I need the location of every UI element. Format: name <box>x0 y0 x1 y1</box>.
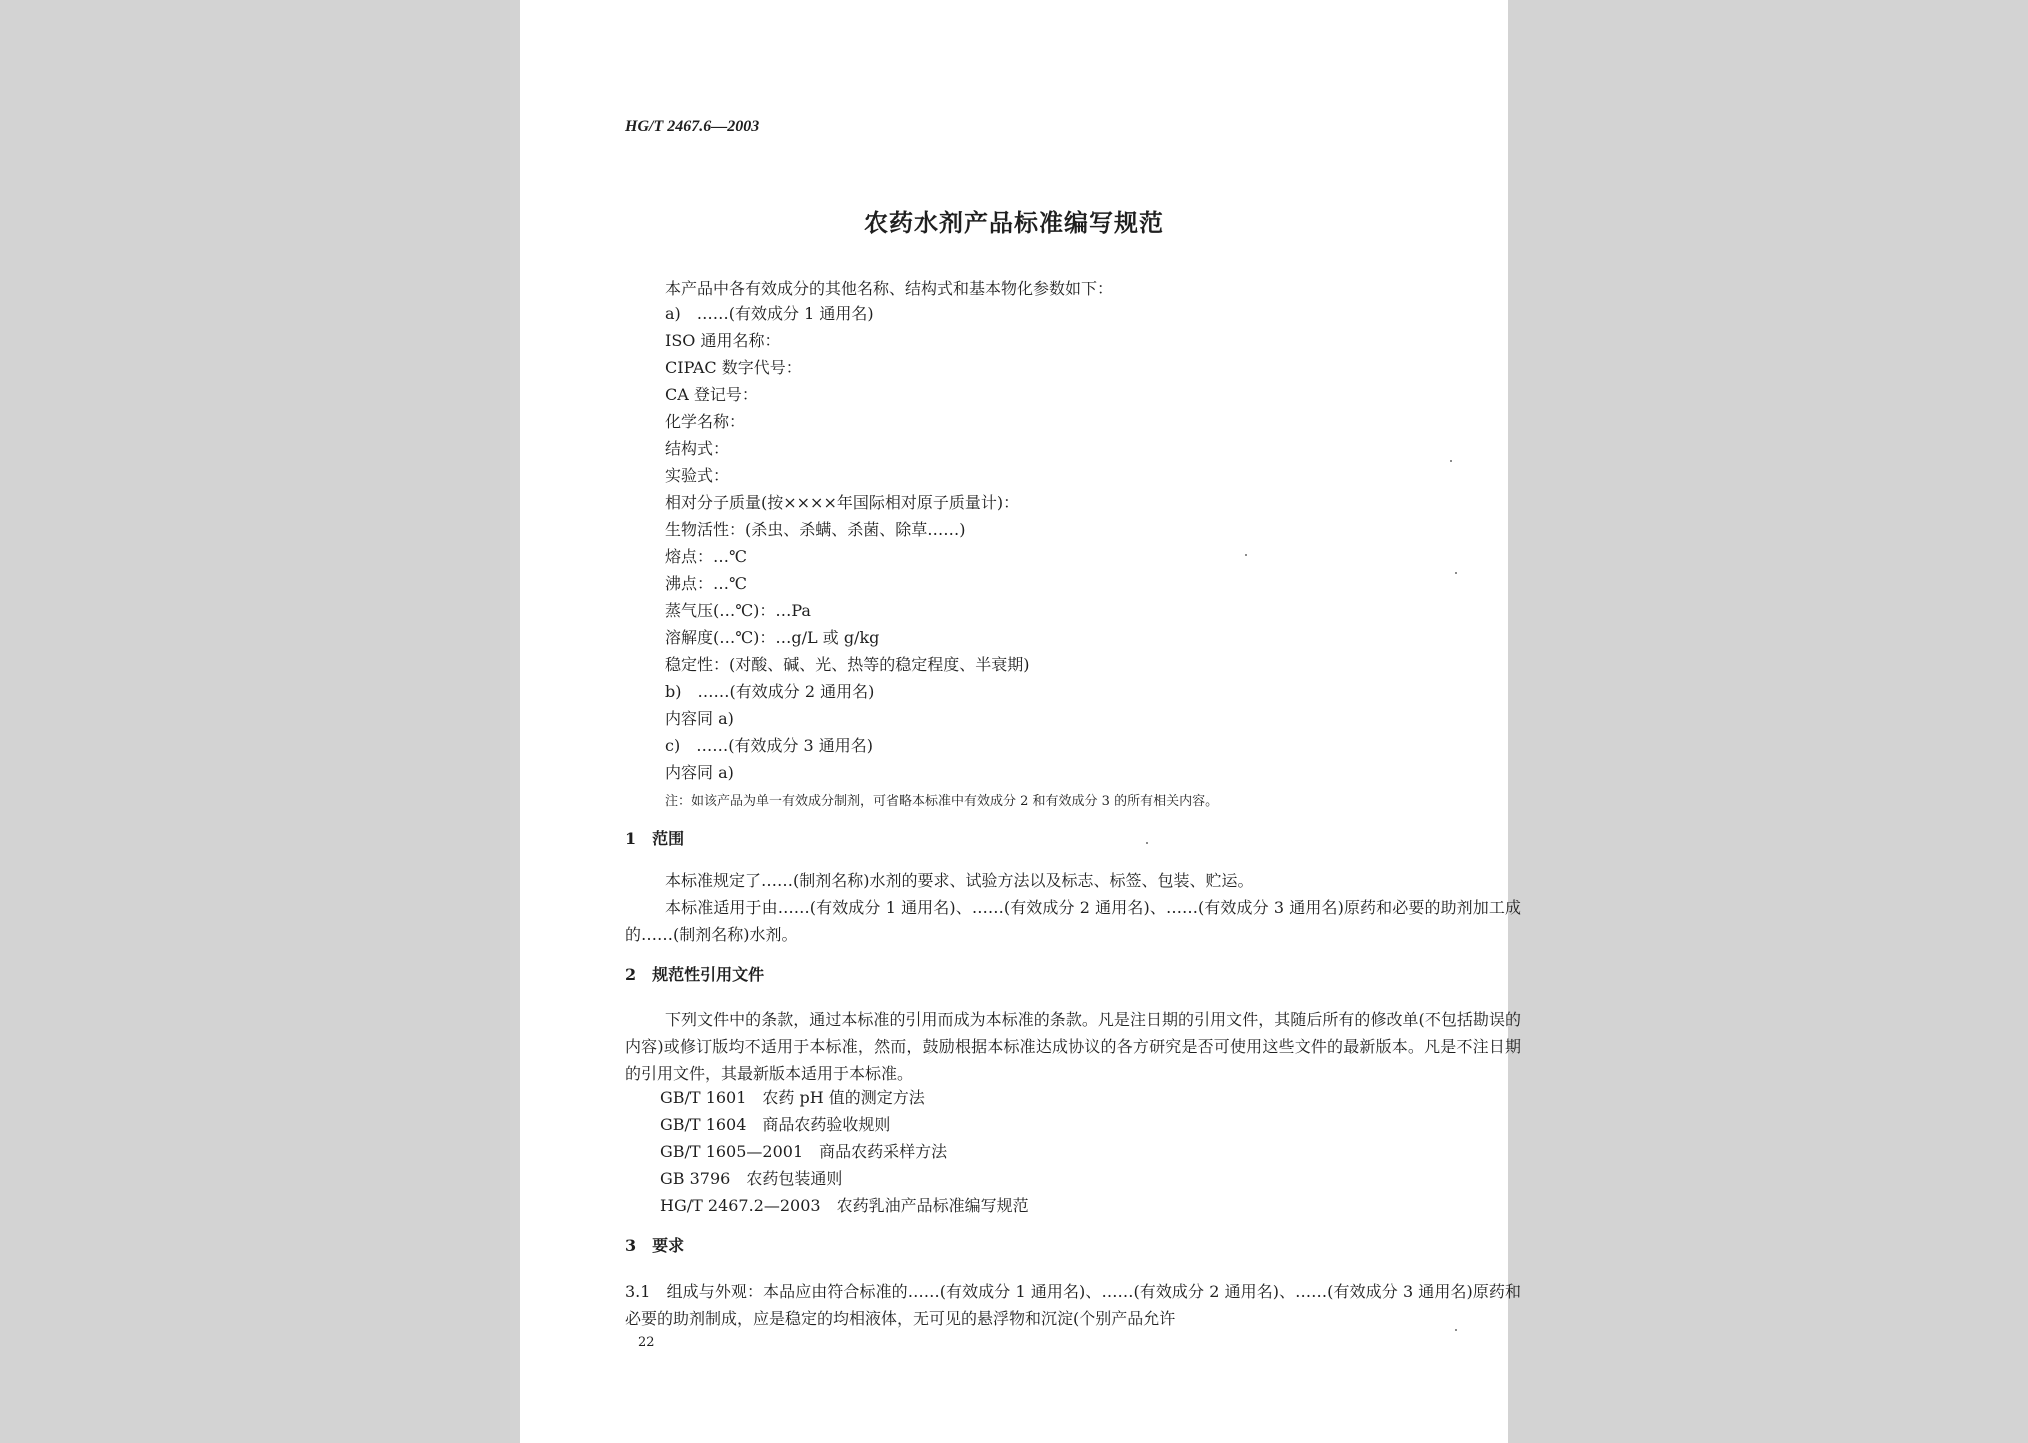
section-3-1-para: 3.1 组成与外观：本品应由符合标准的……(有效成分 1 通用名)、……(有效成分 2 通用名)、……(有效成分 3 通用名)原药和必要的助剂制成，应是稳定的均相液体，无可见的悬浮物和沉淀(个别产品允许 <box>625 1282 1521 1328</box>
intro-lead: 本产品中各有效成分的其他名称、结构式和基本物化参数如下： <box>665 279 1114 298</box>
intro-line-formula: 实验式： <box>665 466 730 485</box>
intro-line-vapor: 蒸气压(…℃)：…Pa <box>665 601 811 620</box>
intro-line-ca: CA 登记号： <box>665 385 758 404</box>
scan-speck <box>1455 1329 1457 1331</box>
intro-line-boiling: 沸点：…℃ <box>665 574 747 593</box>
intro-line-stability: 稳定性：(对酸、碱、光、热等的稳定程度、半衰期) <box>665 655 1030 674</box>
document-title: 农药水剂产品标准编写规范 <box>864 208 1164 237</box>
intro-line-chemname: 化学名称： <box>665 412 746 431</box>
scan-speck <box>1146 842 1148 844</box>
section-1-para-1: 本标准规定了……(制剂名称)水剂的要求、试验方法以及标志、标签、包装、贮运。 <box>665 871 1254 890</box>
intro-line-mass: 相对分子质量(按××××年国际相对原子质量计)： <box>665 493 1020 512</box>
scan-speck <box>1450 460 1452 462</box>
intro-line-c: c) ……(有效成分 3 通用名) <box>665 736 874 755</box>
section-2-heading: 2 规范性引用文件 <box>625 965 765 984</box>
section-2-para-1: 下列文件中的条款，通过本标准的引用而成为本标准的条款。凡是注日期的引用文件，其随后所有的修改单(不包括勘误的内容)或修订版均不适用于本标准，然而，鼓励根据本标准达成协议的各方研究是否可使用这些文件的最新版本。凡是不注日期的引用文件，其最新版本适用于本标准。 <box>625 1010 1521 1083</box>
intro-line-b: b) ……(有效成分 2 通用名) <box>665 682 875 701</box>
intro-line-activity: 生物活性：(杀虫、杀螨、杀菌、除草……) <box>665 520 966 539</box>
intro-line-a: a) ……(有效成分 1 通用名) <box>665 304 874 323</box>
intro-line-same-b: 内容同 a) <box>665 709 734 728</box>
section-1-heading: 1 范围 <box>625 829 685 848</box>
reference-item: GB/T 1604 商品农药验收规则 <box>660 1115 891 1134</box>
intro-line-structure: 结构式： <box>665 439 730 458</box>
reference-item: GB/T 1605—2001 商品农药采样方法 <box>660 1142 948 1161</box>
intro-line-same-c: 内容同 a) <box>665 763 734 782</box>
reference-item: GB 3796 农药包装通则 <box>660 1169 843 1188</box>
section-3-heading: 3 要求 <box>625 1236 685 1255</box>
intro-line-melting: 熔点：…℃ <box>665 547 747 566</box>
intro-line-cipac: CIPAC 数字代号： <box>665 358 802 377</box>
page-number: 22 <box>638 1335 655 1350</box>
reference-item: GB/T 1601 农药 pH 值的测定方法 <box>660 1088 925 1107</box>
intro-line-iso: ISO 通用名称： <box>665 331 781 350</box>
document-page <box>520 0 1521 1443</box>
standard-code: HG/T 2467.6—2003 <box>625 118 760 135</box>
intro-line-solubility: 溶解度(…℃)：…g/L 或 g/kg <box>665 628 880 647</box>
reference-item: HG/T 2467.2—2003 农药乳油产品标准编写规范 <box>660 1196 1029 1215</box>
scan-speck <box>1455 572 1457 574</box>
scan-speck <box>1245 554 1247 556</box>
intro-note: 注：如该产品为单一有效成分制剂，可省略本标准中有效成分 2 和有效成分 3 的所有相关内容。 <box>665 794 1219 809</box>
section-1-para-2: 本标准适用于由……(有效成分 1 通用名)、……(有效成分 2 通用名)、……(有效成分 3 通用名)原药和必要的助剂加工成的……(制剂名称)水剂。 <box>625 898 1521 944</box>
